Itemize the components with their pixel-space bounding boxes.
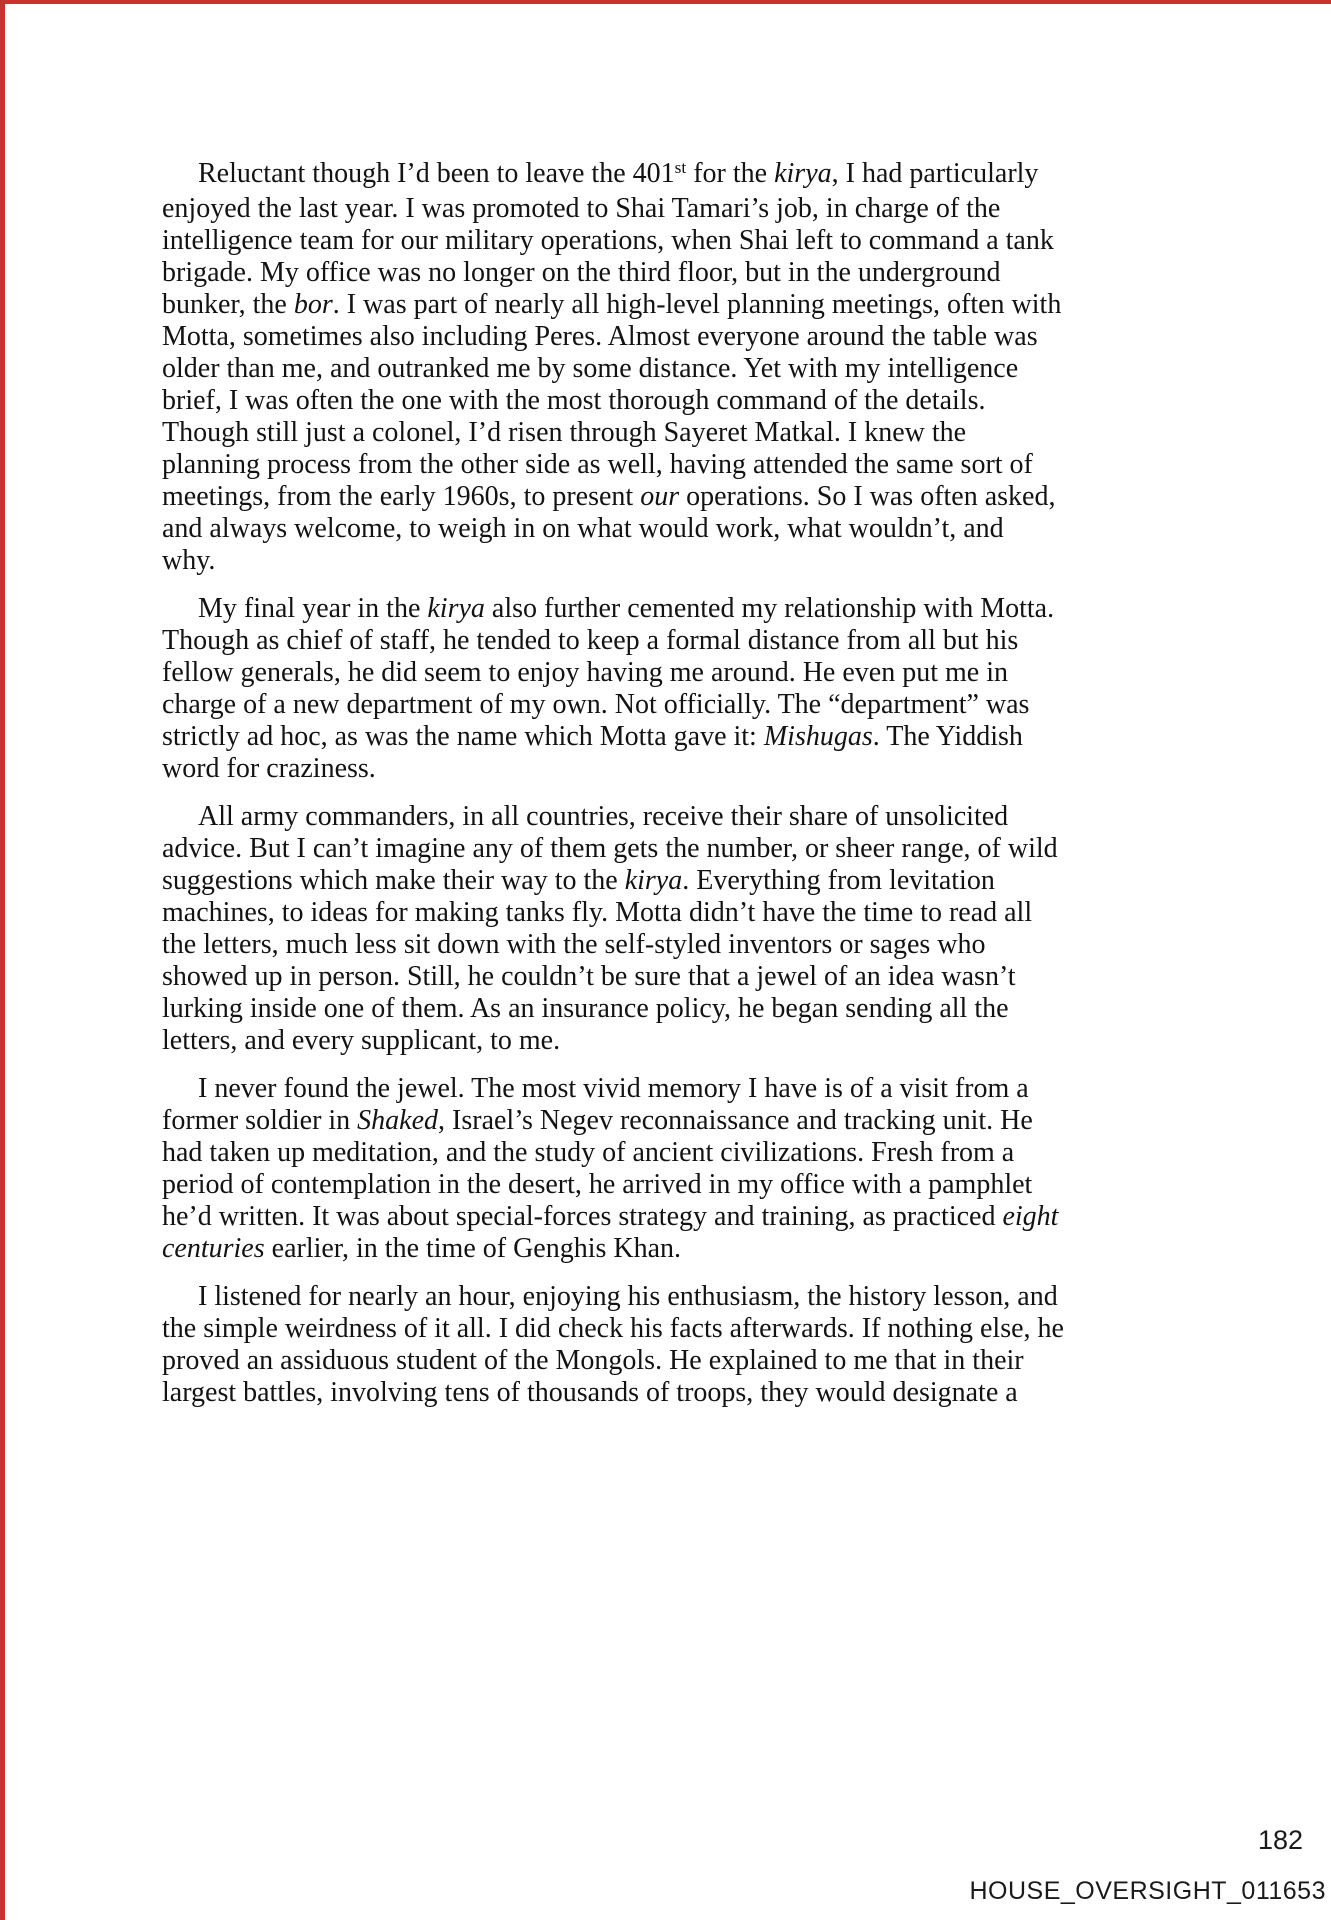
text-line: centuries earlier, in the time of Genghis Khan.	[162, 1233, 682, 1264]
text-line: I never found the jewel. The most vivid memory I have is of a visit from a	[198, 1073, 1029, 1104]
text-line: All army commanders, in all countries, receive their share of unsolicited	[198, 801, 1009, 832]
text-line: Though still just a colonel, I’d risen through Sayeret Matkal. I knew the	[162, 417, 967, 448]
text-line: largest battles, involving tens of thousands of troops, they would designate a	[162, 1377, 1018, 1408]
text-line: word for craziness.	[162, 753, 376, 784]
text-line: meetings, from the early 1960s, to present our operations. So I was often asked,	[162, 481, 1056, 512]
text-line: letters, and every supplicant, to me.	[162, 1025, 561, 1056]
text-line: the simple weirdness of it all. I did check his facts afterwards. If nothing else, he	[162, 1313, 1064, 1344]
text-line: older than me, and outranked me by some distance. Yet with my intelligence	[162, 353, 1019, 384]
text-line: suggestions which make their way to the kirya. Everything from levitation	[162, 865, 995, 896]
text-line: Reluctant though I’d been to leave the 401st for the kirya, I had particularly	[198, 158, 1039, 189]
paragraph	[162, 1281, 1247, 1409]
text-line: fellow generals, he did seem to enjoy having me around. He even put me in	[162, 657, 1008, 688]
text-line: lurking inside one of them. As an insurance policy, he began sending all the	[162, 993, 1009, 1024]
bates-stamp: HOUSE_OVERSIGHT_011653	[969, 1877, 1326, 1905]
text-line: brigade. My office was no longer on the third floor, but in the underground	[162, 257, 1001, 288]
text-line: Motta, sometimes also including Peres. Almost everyone around the table was	[162, 321, 1038, 352]
text-line: I listened for nearly an hour, enjoying his enthusiasm, the history lesson, and	[198, 1281, 1058, 1312]
text-line: had taken up meditation, and the study of ancient civilizations. Fresh from a	[162, 1137, 1015, 1168]
paragraph	[162, 158, 1247, 577]
text-line: planning process from the other side as well, having attended the same sort of	[162, 449, 1033, 480]
text-line: former soldier in Shaked, Israel’s Negev reconnaissance and tracking unit. He	[162, 1105, 1033, 1136]
text-line: charge of a new department of my own. Not officially. The “department” was	[162, 689, 1030, 720]
text-line: showed up in person. Still, he couldn’t be sure that a jewel of an idea wasn’t	[162, 961, 1016, 992]
paragraph	[162, 1073, 1247, 1265]
page-number: 182	[1257, 1825, 1303, 1855]
text-line: and always welcome, to weigh in on what would work, what wouldn’t, and	[162, 513, 1004, 544]
text-line: advice. But I can’t imagine any of them gets the number, or sheer range, of wild	[162, 833, 1058, 864]
body-text	[162, 158, 1247, 1409]
text-line: brief, I was often the one with the most thorough command of the details.	[162, 385, 986, 416]
text-line: intelligence team for our military operations, when Shai left to command a tank	[162, 225, 1054, 256]
text-line: My final year in the kirya also further cemented my relationship with Motta.	[198, 593, 1055, 624]
paragraph	[162, 593, 1247, 785]
text-line: bunker, the bor. I was part of nearly all high-level planning meetings, often with	[162, 289, 1062, 320]
text-line: why.	[162, 545, 216, 576]
text-line: he’d written. It was about special-forces strategy and training, as practiced eight	[162, 1201, 1059, 1232]
scan-edge-line-top	[0, 0, 1331, 4]
text-line: period of contemplation in the desert, he arrived in my office with a pamphlet	[162, 1169, 1033, 1200]
text-line: proved an assiduous student of the Mongols. He explained to me that in their	[162, 1345, 1024, 1376]
scan-edge-line-left	[0, 0, 5, 1920]
text-line: strictly ad hoc, as was the name which Motta gave it: Mishugas. The Yiddish	[162, 721, 1023, 752]
paragraph	[162, 801, 1247, 1057]
text-line: machines, to ideas for making tanks fly. Motta didn’t have the time to read all	[162, 897, 1033, 928]
text-line: enjoyed the last year. I was promoted to Shai Tamari’s job, in charge of the	[162, 193, 1001, 224]
text-line: the letters, much less sit down with the self-styled inventors or sages who	[162, 929, 986, 960]
text-line: Though as chief of staff, he tended to keep a formal distance from all but his	[162, 625, 1019, 656]
